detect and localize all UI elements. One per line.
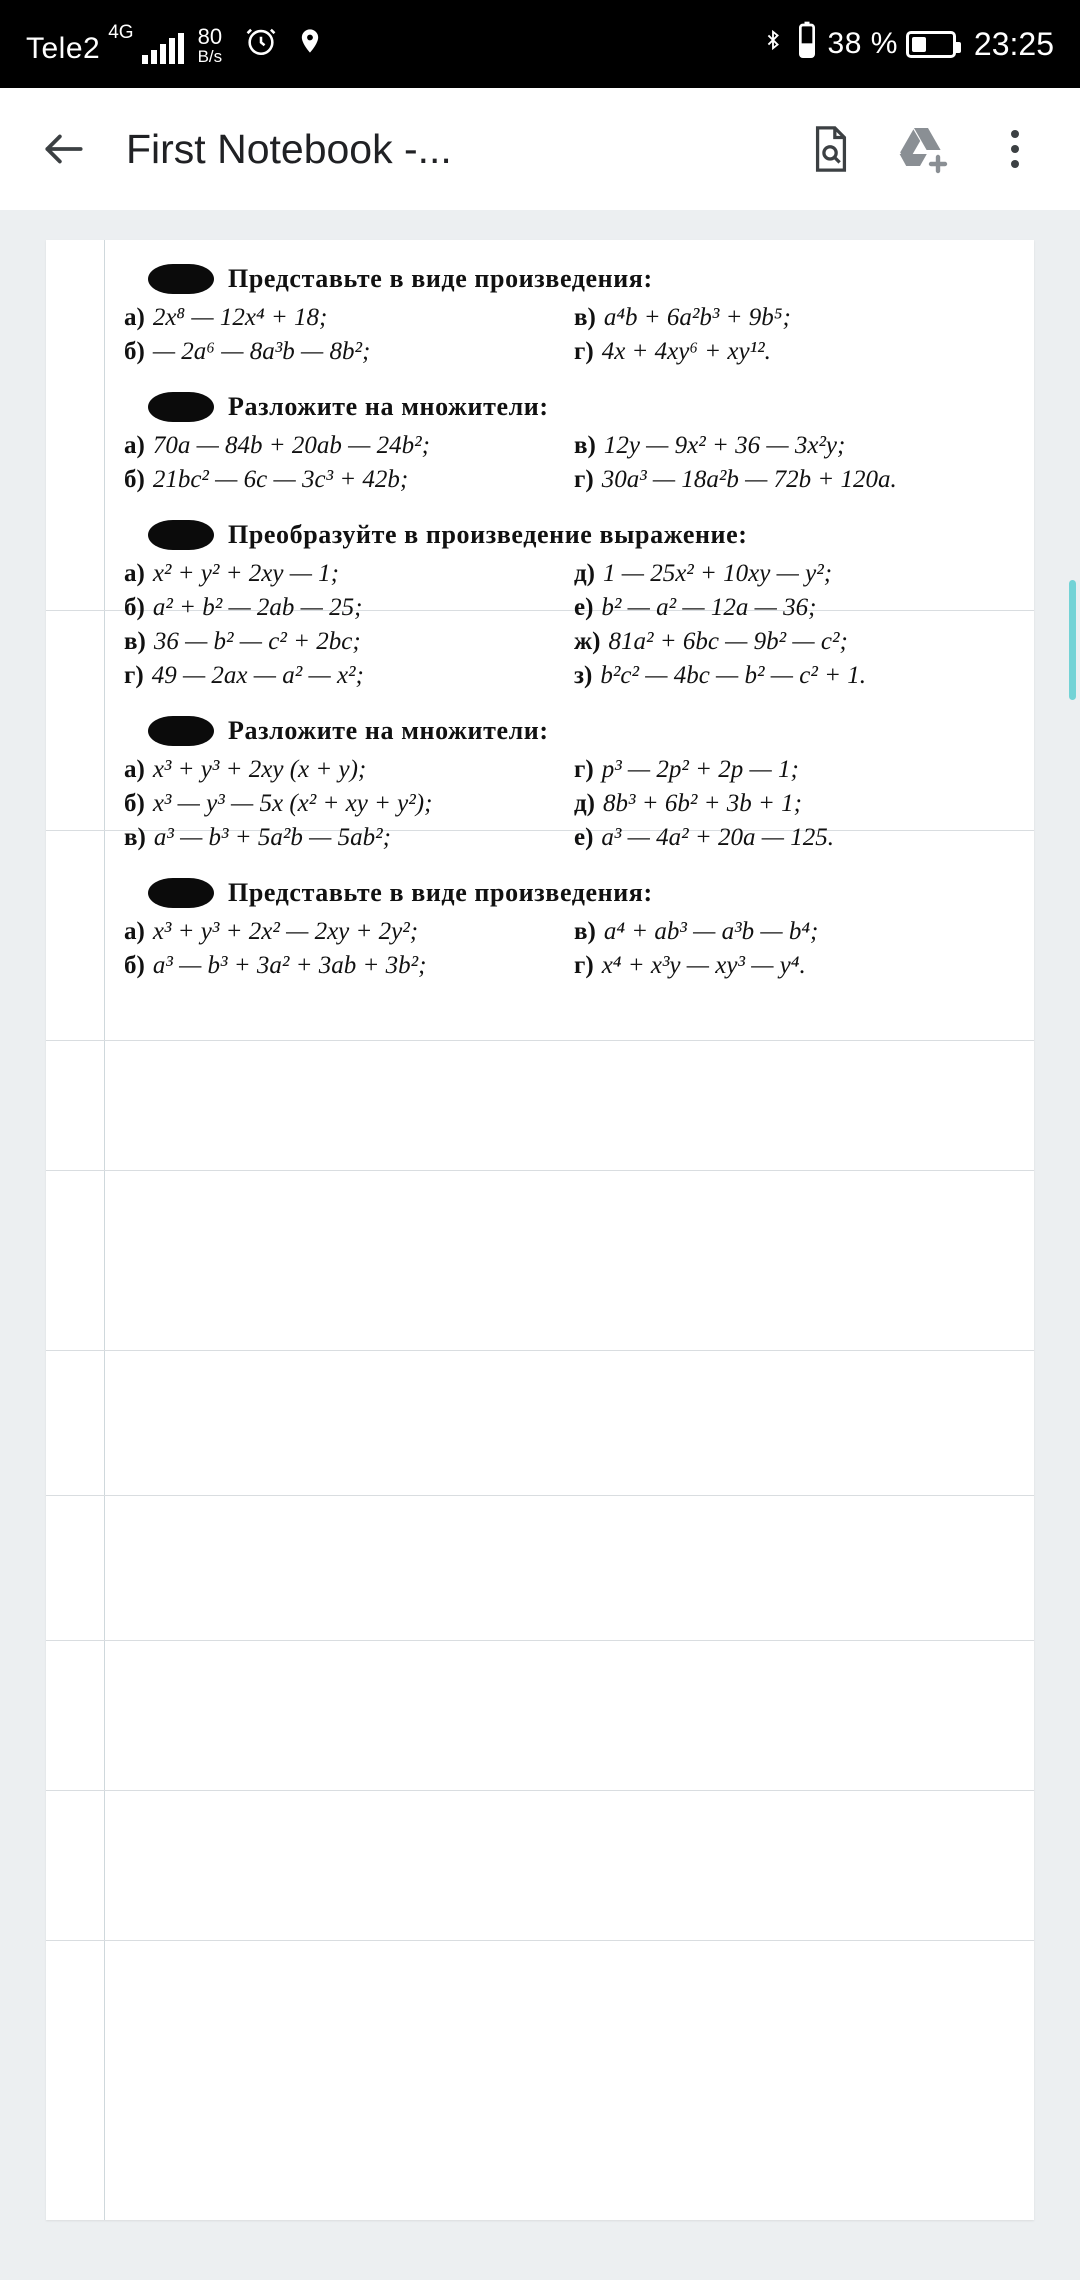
- item-label: г): [574, 952, 594, 979]
- network-type-label: 4G: [108, 21, 134, 43]
- task-item: [124, 560, 550, 588]
- task-item: [574, 628, 1000, 656]
- network-speed-value: 80: [197, 23, 223, 49]
- item-label: а): [124, 304, 145, 331]
- task-items: [124, 432, 1000, 494]
- item-label: е): [574, 594, 594, 621]
- item-expression: a³ — 4a² + 20a — 125.: [601, 824, 834, 851]
- item-expression: 36 — b² — c² + 2bc;: [153, 628, 361, 655]
- more-options-icon[interactable]: [984, 118, 1046, 180]
- item-expression: x⁴ + x³y — xy³ — y⁴.: [601, 952, 806, 979]
- carrier-label: Tele2: [26, 31, 101, 65]
- task-heading: [124, 520, 1000, 550]
- task-heading: [124, 392, 1000, 422]
- task-block: [124, 716, 1000, 852]
- item-expression: 8b³ + 6b² + 3b + 1;: [602, 790, 802, 817]
- task-item: [574, 304, 1000, 332]
- battery-level-icon: [794, 20, 820, 68]
- location-pin-icon: [296, 24, 324, 66]
- item-label: б): [124, 952, 145, 979]
- redacted-number-blob: [148, 264, 214, 294]
- battery-charging-icon: [906, 31, 956, 58]
- page-title: First Notebook -...: [126, 125, 452, 172]
- item-label: ж): [574, 628, 601, 655]
- task-heading: [124, 264, 1000, 294]
- item-expression: x³ + y³ + 2xy (x + y);: [152, 756, 367, 783]
- worksheet: [46, 240, 1034, 1044]
- task-title: Представьте в виде произведения:: [228, 264, 653, 293]
- item-label: б): [124, 594, 145, 621]
- task-item: [124, 662, 550, 690]
- item-expression: 70a — 84b + 20ab — 24b²;: [152, 432, 430, 459]
- alarm-icon: [244, 24, 278, 66]
- item-expression: 4x + 4xy⁶ + xy¹².: [601, 338, 771, 365]
- item-expression: x² + y² + 2xy — 1;: [152, 560, 339, 587]
- item-label: а): [124, 756, 145, 783]
- item-expression: a² + b² — 2ab — 25;: [152, 594, 363, 621]
- task-block: [124, 520, 1000, 690]
- app-bar-actions: [800, 118, 1052, 180]
- item-expression: a⁴ + ab³ — a³b — b⁴;: [603, 918, 819, 945]
- task-item: [574, 338, 1000, 366]
- network-speed-indicator: [198, 25, 223, 66]
- item-label: г): [574, 466, 594, 493]
- task-block: [124, 264, 1000, 366]
- scrollbar-thumb[interactable]: [1069, 580, 1076, 700]
- item-expression: 21bc² — 6c — 3c³ + 42b;: [152, 466, 409, 493]
- task-item: [124, 432, 550, 460]
- item-label: г): [124, 662, 144, 689]
- item-expression: 81a² + 6bc — 9b² — c²;: [608, 628, 848, 655]
- task-item: [124, 466, 550, 494]
- redacted-number-blob: [148, 392, 214, 422]
- item-expression: b² — a² — 12a — 36;: [601, 594, 817, 621]
- task-block: [124, 392, 1000, 494]
- task-item: [124, 628, 550, 656]
- item-expression: x³ + y³ + 2x² — 2xy + 2y²;: [152, 918, 419, 945]
- notebook-content-area[interactable]: [0, 210, 1080, 2280]
- item-expression: b²c² — 4bc — b² — c² + 1.: [600, 662, 866, 689]
- item-label: г): [574, 756, 594, 783]
- item-expression: a³ — b³ + 5a²b — 5ab²;: [153, 824, 391, 851]
- task-item: [574, 952, 1000, 980]
- item-expression: 30a³ — 18a²b — 72b + 120a.: [601, 466, 897, 493]
- item-expression: 2x⁸ — 12x⁴ + 18;: [152, 304, 328, 331]
- task-title: Разложите на множители:: [228, 716, 549, 745]
- task-item: [574, 560, 1000, 588]
- notebook-page: [46, 240, 1034, 2220]
- item-label: б): [124, 466, 145, 493]
- task-item: [124, 338, 550, 366]
- task-title: Представьте в виде произведения:: [228, 878, 653, 907]
- item-expression: 12y — 9x² + 36 — 3x²y;: [603, 432, 846, 459]
- item-label: в): [574, 918, 596, 945]
- redacted-number-blob: [148, 716, 214, 746]
- status-bar: [0, 0, 1080, 88]
- item-label: б): [124, 338, 145, 365]
- task-title: Разложите на множители:: [228, 392, 549, 421]
- status-bar-right: [762, 20, 1054, 68]
- item-label: б): [124, 790, 145, 817]
- item-expression: — 2a⁶ — 8a³b — 8b²;: [152, 338, 371, 365]
- item-label: д): [574, 560, 595, 587]
- redacted-number-blob: [148, 520, 214, 550]
- status-bar-left: [26, 23, 324, 66]
- task-item: [124, 918, 550, 946]
- item-expression: p³ — 2p² + 2p — 1;: [601, 756, 799, 783]
- task-item: [574, 824, 1000, 852]
- task-item: [124, 824, 550, 852]
- task-item: [124, 756, 550, 784]
- item-expression: x³ — y³ — 5x (x² + xy + y²);: [152, 790, 433, 817]
- bluetooth-icon: [762, 23, 784, 65]
- clock-label: 23:25: [973, 25, 1054, 62]
- document-scan-icon[interactable]: [800, 118, 862, 180]
- signal-strength-icon: [142, 34, 184, 64]
- item-label: в): [574, 432, 596, 459]
- task-item: [124, 790, 550, 818]
- item-label: а): [124, 918, 145, 945]
- item-expression: 49 — 2ax — a² — x²;: [151, 662, 364, 689]
- network-speed-unit: B/s: [197, 46, 223, 66]
- task-item: [124, 952, 550, 980]
- task-items: [124, 756, 1000, 852]
- item-label: г): [574, 338, 594, 365]
- task-title: Преобразуйте в произведение выражение:: [228, 520, 748, 549]
- task-item: [574, 432, 1000, 460]
- item-expression: a⁴b + 6a²b³ + 9b⁵;: [603, 304, 791, 331]
- item-expression: a³ — b³ + 3a² + 3ab + 3b²;: [152, 952, 427, 979]
- item-expression: 1 — 25x² + 10xy — y²;: [602, 560, 833, 587]
- item-label: е): [574, 824, 594, 851]
- item-label: д): [574, 790, 595, 817]
- task-items: [124, 560, 1000, 690]
- task-item: [574, 662, 1000, 690]
- item-label: а): [124, 560, 145, 587]
- task-item: [574, 790, 1000, 818]
- app-bar: [0, 88, 1080, 210]
- item-label: з): [574, 662, 593, 689]
- redacted-number-blob: [148, 878, 214, 908]
- task-item: [574, 918, 1000, 946]
- task-block: [124, 878, 1000, 980]
- task-item: [124, 594, 550, 622]
- task-items: [124, 304, 1000, 366]
- item-label: в): [124, 628, 146, 655]
- task-item: [574, 466, 1000, 494]
- battery-percent-label: 38 %: [827, 27, 898, 60]
- item-label: а): [124, 432, 145, 459]
- task-item: [124, 304, 550, 332]
- task-heading: [124, 878, 1000, 908]
- task-item: [574, 756, 1000, 784]
- google-drive-add-icon[interactable]: [892, 118, 954, 180]
- task-item: [574, 594, 1000, 622]
- task-heading: [124, 716, 1000, 746]
- item-label: в): [574, 304, 596, 331]
- task-items: [124, 918, 1000, 980]
- back-arrow-icon[interactable]: [28, 113, 100, 185]
- item-label: в): [124, 824, 146, 851]
